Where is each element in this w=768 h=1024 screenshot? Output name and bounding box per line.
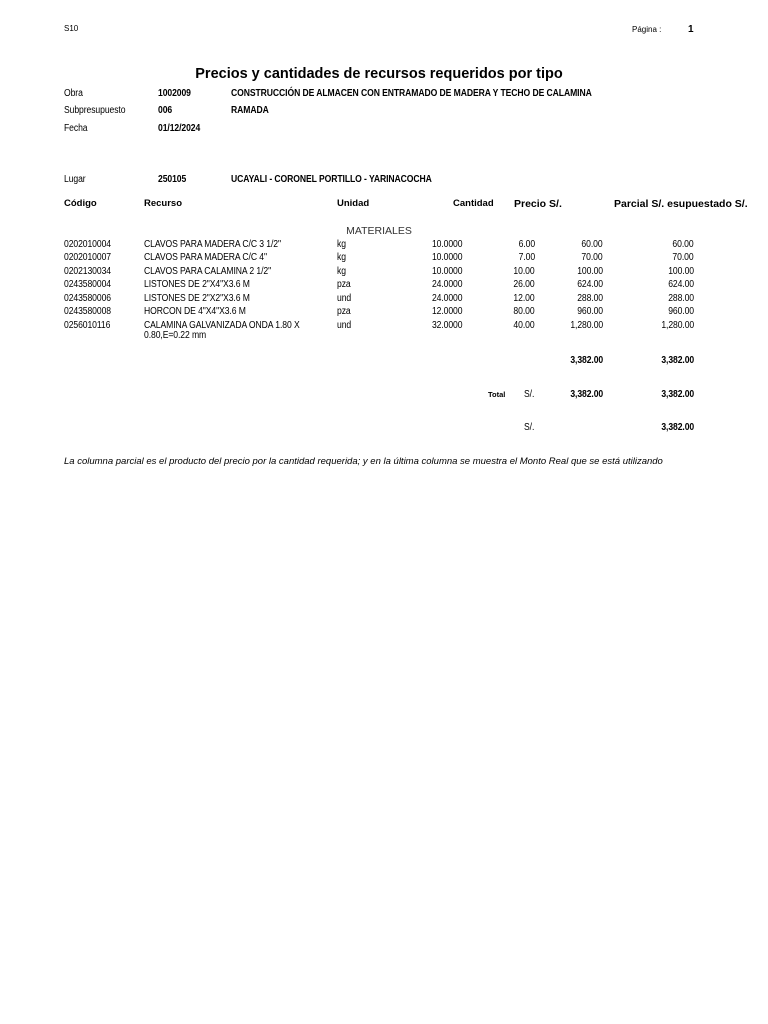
cell-codigo: 0202010004 [64,239,111,250]
fecha-value: 01/12/2024 [158,123,201,134]
lugar-code: 250105 [158,174,187,185]
col-header-recurso: Recurso [144,198,183,209]
total-parcial: 3,382.00 [570,389,603,400]
cell-recurso: CLAVOS PARA CALAMINA 2 1/2" [144,266,272,277]
cell-precio: 6.00 [518,239,535,250]
obra-value: CONSTRUCCIÓN DE ALMACEN CON ENTRAMADO DE MADERA Y TECHO DE CALAMINA [231,88,592,99]
cell-unidad: pza [337,279,351,290]
cell-precio: 80.00 [513,306,535,317]
cell-recurso: HORCON DE 4"X4"X3.6 M [144,306,246,317]
col-header-cantidad: Cantidad [453,198,494,209]
col-header-parcial: Parcial S/. esupuestado S/. [614,198,748,210]
cell-codigo: 0243580008 [64,306,111,317]
cell-unidad: kg [337,239,346,250]
cell-cantidad: 10.0000 [431,266,462,277]
subtotal-parcial: 3,382.00 [570,355,603,366]
footnote: La columna parcial es el producto del precio por la cantidad requerida; y en la última columna se muestra el Monto Real que se está utilizando [64,456,663,467]
subpresupuesto-label: Subpresupuesto [64,105,126,116]
grand-currency: S/. [524,422,535,433]
cell-recurso: CLAVOS PARA MADERA C/C 3 1/2" [144,239,281,250]
cell-unidad: kg [337,266,346,277]
cell-presupuestado: 960.00 [668,306,694,317]
cell-cantidad: 32.0000 [431,320,462,331]
cell-presupuestado: 70.00 [672,252,694,263]
table-row [0,306,768,320]
lugar-value: UCAYALI - CORONEL PORTILLO - YARINACOCHA [231,174,432,185]
cell-codigo: 0202130034 [64,266,111,277]
cell-unidad: und [337,320,352,331]
cell-parcial: 960.00 [577,306,603,317]
cell-cantidad: 12.0000 [431,306,462,317]
page-number: 1 [688,24,694,35]
cell-parcial: 288.00 [577,293,603,304]
cell-precio: 40.00 [513,320,535,331]
cell-recurso: LISTONES DE 2"X4"X3.6 M [144,279,250,290]
fecha-label: Fecha [64,123,88,134]
subtotal-presupuestado: 3,382.00 [661,355,694,366]
cell-cantidad: 24.0000 [431,279,462,290]
cell-cantidad: 24.0000 [431,293,462,304]
doc-code: S10 [64,24,79,33]
cell-codigo: 0256010116 [64,320,111,331]
table-row [0,266,768,280]
col-header-codigo: Código [64,198,97,209]
cell-presupuestado: 1,280.00 [661,320,694,331]
page-label: Página : [632,25,662,34]
section-materiales: MATERIALES [346,225,412,237]
subpresupuesto-code: 006 [158,105,173,116]
cell-parcial: 60.00 [581,239,603,250]
cell-parcial: 1,280.00 [570,320,603,331]
cell-presupuestado: 624.00 [668,279,694,290]
grand-presupuestado: 3,382.00 [661,422,694,433]
cell-presupuestado: 60.00 [672,239,694,250]
cell-codigo: 0202010007 [64,252,111,263]
col-header-precio: Precio S/. [514,198,562,210]
total-currency: S/. [524,389,535,400]
cell-precio: 26.00 [513,279,535,290]
table-row [0,293,768,307]
cell-presupuestado: 100.00 [668,266,694,277]
total-label: Total [488,390,506,399]
table-row [0,320,768,344]
cell-recurso: CLAVOS PARA MADERA C/C 4" [144,252,267,263]
obra-label: Obra [64,88,83,99]
cell-recurso: CALAMINA GALVANIZADA ONDA 1.80 X [144,320,300,331]
total-presupuestado: 3,382.00 [661,389,694,400]
cell-presupuestado: 288.00 [668,293,694,304]
cell-recurso-line2: 0.80,E=0.22 mm [144,330,207,341]
cell-parcial: 70.00 [581,252,603,263]
cell-unidad: pza [337,306,351,317]
cell-precio: 12.00 [513,293,535,304]
cell-parcial: 100.00 [577,266,603,277]
cell-precio: 7.00 [518,252,535,263]
cell-codigo: 0243580004 [64,279,111,290]
table-row [0,279,768,293]
cell-codigo: 0243580006 [64,293,111,304]
cell-unidad: kg [337,252,346,263]
cell-recurso: LISTONES DE 2"X2"X3.6 M [144,293,250,304]
cell-cantidad: 10.0000 [431,252,462,263]
cell-parcial: 624.00 [577,279,603,290]
lugar-label: Lugar [64,174,86,185]
page-title: Precios y cantidades de recursos requeridos por tipo [195,66,563,82]
cell-cantidad: 10.0000 [431,239,462,250]
subpresupuesto-value: RAMADA [231,105,269,116]
obra-code: 1002009 [158,88,191,99]
cell-unidad: und [337,293,352,304]
table-row [0,239,768,253]
col-header-unidad: Unidad [337,198,370,209]
cell-precio: 10.00 [513,266,535,277]
table-row [0,252,768,266]
